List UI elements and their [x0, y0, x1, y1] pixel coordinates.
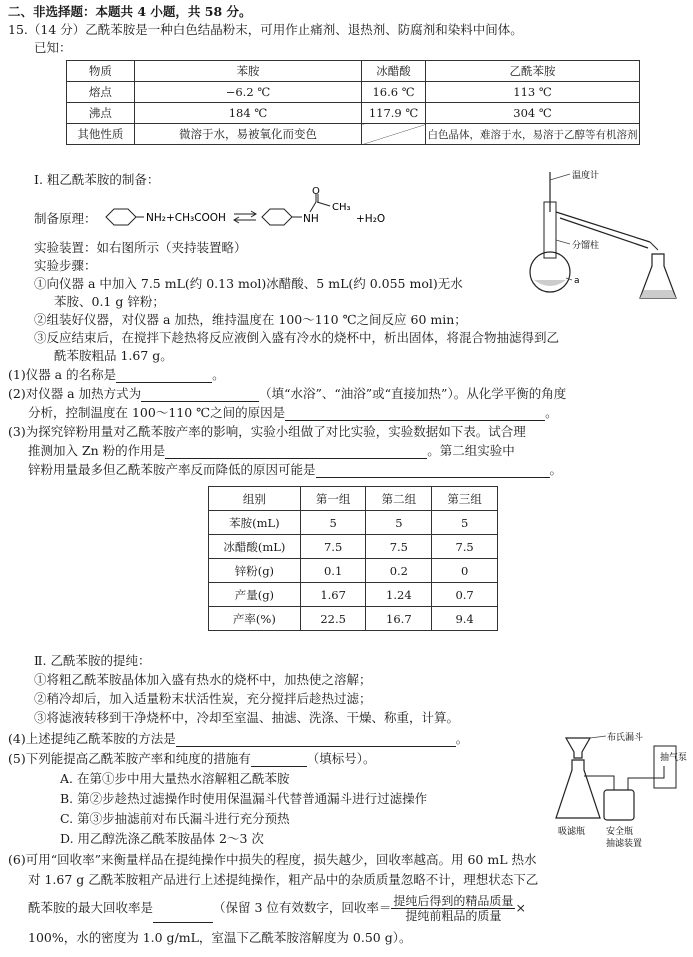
- suction-filtration-figure: [544, 726, 690, 850]
- table-cell: 0.1: [300, 559, 366, 583]
- table-cell: 沸点: [67, 103, 135, 124]
- table-cell: 产率(%): [209, 607, 301, 631]
- table-cell: 锌粉(g): [209, 559, 301, 583]
- part2-step-1: ①将粗乙酰苯胺晶体加入盛有热水的烧杯中，加热使之溶解；: [34, 672, 372, 687]
- table-cell: 5: [300, 511, 366, 535]
- zinc-data-table: [208, 486, 498, 631]
- table-row: [209, 583, 498, 607]
- option-d: D. 用乙醇洗涤乙酰苯胺晶体 2～3 次: [60, 831, 264, 846]
- funnel-label: 布氏漏斗: [607, 733, 644, 743]
- table-cell: 1.24: [366, 583, 432, 607]
- reaction-equation: [98, 186, 398, 230]
- table-header-cell: 苯胺: [134, 61, 361, 82]
- table-cell: 7.5: [432, 535, 498, 559]
- question-4: (4)上述提纯乙酰苯胺的方法是 。: [8, 731, 469, 746]
- table-cell: 0.2: [366, 559, 432, 583]
- table-cell: 1.67: [300, 583, 366, 607]
- table-cell: 7.5: [300, 535, 366, 559]
- table-cell: 22.5: [300, 607, 366, 631]
- table-cell: −6.2 ℃: [134, 82, 361, 103]
- apparatus-line: 实验装置：如右图所示（夹持装置略）: [34, 240, 247, 255]
- table-cell: 微溶于水，易被氧化而变色: [134, 124, 361, 145]
- flask-a-label: a: [574, 276, 580, 286]
- question-2a: (2)对仪器 a 加热方式为 （填“水浴”、“油浴”或“直接加热”）。从化学平衡的角度: [8, 386, 567, 401]
- question-2b: 分析，控制温度在 100～110 ℃之间的原因是 。: [28, 405, 558, 420]
- step-1a: ①向仪器 a 中加入 7.5 mL(约 0.13 mol)冰醋酸、5 mL(约 0.055 mol)无水: [34, 276, 463, 291]
- table-cell: 白色晶体，难溶于水，易溶于乙醇等有机溶剂: [426, 124, 640, 145]
- recovery-fraction: $\frac{\text{提纯后得到的精品质量}}{\text{提纯前粗品的质量}}$: [393, 894, 514, 923]
- filtration-label: 抽滤装置: [606, 839, 643, 849]
- pump-label-1: 抽气泵: [660, 753, 688, 763]
- water-text: +H₂O: [356, 213, 386, 225]
- option-a: A. 在第①步中用大量热水溶解粗乙酰苯胺: [60, 771, 290, 786]
- question-3b: 推测加入 Zn 粉的作用是 。第二组实验中: [28, 443, 515, 458]
- table-header-cell: 第三组: [432, 487, 498, 511]
- question-6d: 100%，水的密度为 1.0 g/mL，室温下乙酰苯胺溶解度为 0.50 g）。: [28, 930, 412, 945]
- table-cell: 16.6 ℃: [362, 82, 426, 103]
- table-header-cell: 第一组: [300, 487, 366, 511]
- table-row: [67, 124, 640, 145]
- table-cell: 16.7: [366, 607, 432, 631]
- column-label: 分馏柱: [572, 241, 600, 251]
- table-row: [67, 82, 640, 103]
- product-ch3-text: CH₃: [332, 202, 351, 213]
- part2-step-2: ②稍冷却后，加入适量粉末状活性炭，充分搅拌后趁热过滤；: [34, 691, 372, 706]
- product-nh-text: NH: [303, 213, 319, 225]
- diagonal-empty-cell: [362, 124, 426, 145]
- part2-title: Ⅱ. 乙酰苯胺的提纯：: [34, 653, 151, 668]
- question-3a: (3)为探究锌粉用量对乙酰苯胺产率的影响，实验小组做了对比实验，实验数据如下表。试合理: [8, 424, 526, 439]
- answer-blank[interactable]: [165, 446, 427, 459]
- table-row: [209, 607, 498, 631]
- question-6a: (6)可用“回收率”来衡量样品在提纯操作中损失的程度，损失越少，回收率越高。用 60 mL 热水: [8, 852, 537, 867]
- option-c: C. 第③步抽滤前对布氏漏斗进行充分预热: [60, 811, 290, 826]
- table-cell: 113 ℃: [426, 82, 640, 103]
- table-header-cell: 物质: [67, 61, 135, 82]
- principle-label: 制备原理：: [34, 211, 97, 226]
- steps-label: 实验步骤：: [34, 258, 97, 273]
- table-row: [209, 535, 498, 559]
- answer-blank[interactable]: [153, 910, 213, 923]
- table-cell: 0: [432, 559, 498, 583]
- distillation-apparatus-figure: [522, 168, 690, 306]
- question-3c: 锌粉用量最多但乙酰苯胺产率反而降低的原因可能是 。: [28, 462, 563, 477]
- question-1: (1)仪器 a 的名称是 。: [8, 367, 225, 382]
- answer-blank[interactable]: [251, 754, 307, 767]
- table-header-cell: 第二组: [366, 487, 432, 511]
- table-cell: 熔点: [67, 82, 135, 103]
- answer-blank[interactable]: [285, 408, 545, 421]
- table-cell: 5: [432, 511, 498, 535]
- part1-title: Ⅰ. 粗乙酰苯胺的制备：: [34, 172, 160, 187]
- table-cell: 117.9 ℃: [362, 103, 426, 124]
- table-cell: 冰醋酸(mL): [209, 535, 301, 559]
- table-row: [67, 103, 640, 124]
- part2-step-3: ③将滤液转移到干净烧杯中，冷却至室温、抽滤、洗涤、干燥、称重，计算。: [34, 710, 460, 725]
- table-cell: 5: [366, 511, 432, 535]
- known-label: 已知：: [34, 40, 72, 55]
- table-header-cell: 冰醋酸: [362, 61, 426, 82]
- safety-bottle-icon: [604, 790, 634, 820]
- table-row: [209, 487, 498, 511]
- benzene-ring-icon: [106, 209, 136, 225]
- safety-bottle-label: 安全瓶: [606, 827, 634, 837]
- answer-blank[interactable]: [141, 389, 259, 402]
- question-6b: 对 1.67 g 乙酰苯胺粗产品进行上述提纯操作，粗产品中的杂质质量忽略不计，理想状态下乙: [28, 872, 539, 887]
- thermometer-label: 温度计: [572, 171, 600, 181]
- table-header-cell: 组别: [209, 487, 301, 511]
- reagents-text: NH₂+CH₃COOH: [146, 212, 226, 224]
- properties-table: [66, 60, 640, 145]
- option-b: B. 第②步趁热过滤操作时使用保温漏斗代替普通漏斗进行过滤操作: [60, 791, 428, 806]
- table-row: [209, 559, 498, 583]
- table-cell: 产量(g): [209, 583, 301, 607]
- condenser-icon: [556, 212, 650, 242]
- step-2: ②组装好仪器，对仪器 a 加热，维持温度在 100～110 ℃之间反应 60 min；: [34, 312, 467, 327]
- table-cell: 184 ℃: [134, 103, 361, 124]
- table-header-cell: 乙酰苯胺: [426, 61, 640, 82]
- step-3a: ③反应结束后，在搅拌下趁热将反应液倒入盛有冷水的烧杯中，析出固体，将混合物抽滤得到乙: [34, 330, 560, 345]
- answer-blank[interactable]: [116, 370, 212, 383]
- table-cell: 7.5: [366, 535, 432, 559]
- product-o-text: O: [312, 186, 320, 197]
- step-1b: 苯胺、0.1 g 锌粉；: [54, 294, 165, 309]
- benzene-ring-icon: [262, 209, 292, 225]
- table-cell: 9.4: [432, 607, 498, 631]
- answer-blank[interactable]: [176, 734, 456, 747]
- table-cell: 304 ℃: [426, 103, 640, 124]
- table-row: [209, 511, 498, 535]
- section-header: 二、非选择题：本题共 4 小题，共 58 分。: [8, 4, 252, 19]
- question-6c: 酰苯胺的最大回收率是 （保留 3 位有效数字，回收率＝ $\frac{\text{提纯后得到的精品质量}}{\text{提纯前粗品的质量}}$ ×: [28, 894, 526, 923]
- buchner-funnel-icon: [566, 738, 590, 758]
- table-cell: 其他性质: [67, 124, 135, 145]
- filter-flask-label: 吸滤瓶: [558, 827, 586, 837]
- question-15-intro: 15.（14 分）乙酰苯胺是一种白色结晶粉末，可用作止痛剂、退热剂、防腐剂和染料中间体。: [8, 22, 523, 37]
- question-5: (5)下列能提高乙酰苯胺产率和纯度的措施有 （填标号）。: [8, 751, 376, 766]
- table-cell: 苯胺(mL): [209, 511, 301, 535]
- filter-flask-icon: [556, 760, 600, 818]
- table-cell: 0.7: [432, 583, 498, 607]
- step-3b: 酰苯胺粗品 1.67 g。: [54, 348, 173, 363]
- answer-blank[interactable]: [316, 465, 550, 478]
- table-row: [67, 61, 640, 82]
